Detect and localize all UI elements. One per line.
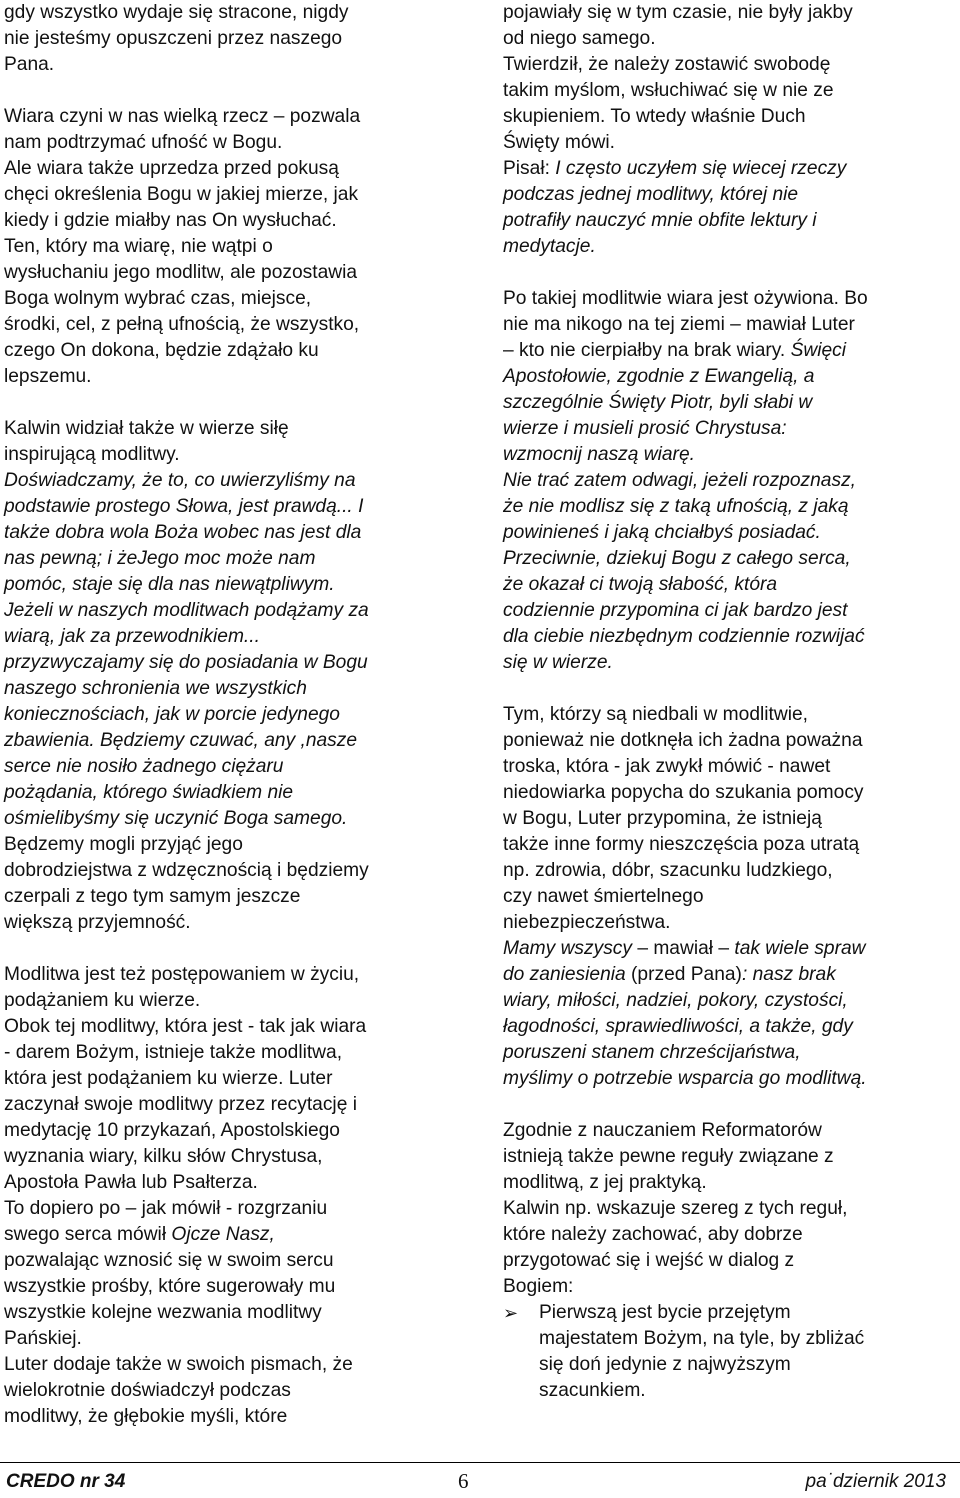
text-line: [4, 260, 464, 286]
text-segment: Luter dodaje także w swoich pismach, że: [4, 1354, 353, 1375]
text-segment: wszystkie kolejne wezwania modlitwy: [4, 1302, 322, 1323]
text-line: [4, 676, 464, 702]
text-segment: wzmocnij naszą wiarę.: [503, 444, 695, 465]
text-line: [4, 26, 464, 52]
footer-page-number: 6: [458, 1469, 469, 1493]
text-segment: Modlitwa jest też postępowaniem w życiu,: [4, 964, 360, 985]
text-segment: inspirującą modlitwy.: [4, 444, 180, 465]
text-segment: także inne formy nieszczęścia poza utratą: [503, 834, 860, 855]
text-segment: : nasz brak: [741, 964, 836, 985]
text-segment: nas pewną; i żeJego moc może nam: [4, 548, 316, 569]
text-segment: Obok tej modlitwy, która jest - tak jak wiara: [4, 1016, 367, 1037]
text-segment: kiedy i gdzie miałby nas On wysłuchać.: [4, 210, 337, 231]
text-segment: Pierwszą jest bycie przejętym: [539, 1302, 791, 1323]
text-line: [4, 1144, 464, 1170]
text-segment: Przeciwnie, dziekuj Bogu z całego serca,: [503, 548, 851, 569]
text-segment: ponieważ nie dotknęła ich żadna poważna: [503, 730, 863, 751]
text-line: [503, 1352, 955, 1378]
text-segment: wielokrotnie doświadczył podczas: [4, 1380, 291, 1401]
text-line: [503, 364, 955, 390]
text-line: [503, 1378, 955, 1404]
text-line: [4, 546, 464, 572]
text-line: [4, 962, 464, 988]
text-line: [4, 312, 464, 338]
text-segment: także dobra wola Boża wobec nas jest dla: [4, 522, 362, 543]
text-segment: Ojcze Nasz,: [171, 1224, 275, 1245]
text-line: [4, 650, 464, 676]
text-line: [4, 702, 464, 728]
text-line: [4, 130, 464, 156]
text-segment: modlitwy, że głębokie myśli, które: [4, 1406, 288, 1427]
text-line: [503, 208, 955, 234]
text-line: [4, 1248, 464, 1274]
text-line: [503, 624, 955, 650]
text-segment: od niego samego.: [503, 28, 656, 49]
text-line: [4, 52, 464, 78]
text-segment: Boga wolnym wybrać czas, miejsce,: [4, 288, 312, 309]
text-line: [503, 1066, 955, 1092]
text-line: [4, 884, 464, 910]
text-line: [4, 442, 464, 468]
text-segment: serce nie nosiło żadnego ciężaru: [4, 756, 284, 777]
text-line: [4, 832, 464, 858]
text-segment: Pisał:: [503, 158, 556, 179]
text-line: [4, 364, 464, 390]
text-line: [4, 1092, 464, 1118]
text-line: [503, 1222, 955, 1248]
arrow-bullet-icon: ➢: [503, 1303, 519, 1323]
text-segment: chęci określenia Bogu w jakiej mierze, jak: [4, 184, 359, 205]
text-line: [503, 1300, 955, 1326]
text-line: [4, 208, 464, 234]
text-line: [4, 156, 464, 182]
footer-date: pa˙dziernik 2013: [805, 1471, 946, 1492]
text-segment: istnieją także pewne reguły związane z: [503, 1146, 834, 1167]
text-line: [503, 416, 955, 442]
text-line: [503, 156, 955, 182]
text-segment: zaczynał swoje modlitwy przez recytację i: [4, 1094, 357, 1115]
text-line: [503, 728, 955, 754]
text-line: [503, 832, 955, 858]
text-segment: (przed Pana): [625, 964, 742, 985]
footer-magazine-issue: CREDO nr 34: [6, 1471, 126, 1492]
paragraph-gap: [503, 1092, 955, 1118]
text-line: [4, 416, 464, 442]
text-line: [503, 312, 955, 338]
text-line: [4, 806, 464, 832]
text-line: [503, 1274, 955, 1300]
text-segment: pożądania, którego świadkiem nie: [4, 782, 294, 803]
text-line: [4, 1404, 464, 1430]
text-segment: takim myślom, wsłuchiwać się w nie ze: [503, 80, 834, 101]
text-segment: medytacje.: [503, 236, 596, 257]
text-segment: Bogiem:: [503, 1276, 574, 1297]
text-line: [4, 1170, 464, 1196]
text-segment: w Bogu, Luter przypomina, że istnieją: [503, 808, 822, 829]
paragraph-gap: [503, 676, 955, 702]
text-segment: nam podtrzymać ufność w Bogu.: [4, 132, 283, 153]
text-line: [4, 182, 464, 208]
text-segment: wiary, miłości, nadziei, pokory, czystości,: [503, 990, 848, 1011]
text-line: [503, 988, 955, 1014]
text-segment: nie ma nikogo na tej ziemi – mawiał Luter: [503, 314, 855, 335]
text-segment: wszystkie prośby, które sugerowały mu: [4, 1276, 336, 1297]
text-line: [4, 1352, 464, 1378]
text-segment: medytację 10 przykazań, Apostolskiego: [4, 1120, 340, 1141]
text-line: [503, 26, 955, 52]
text-segment: – mawiał –: [631, 938, 735, 959]
text-segment: powinieneś i jaką chciałbyś posiadać.: [503, 522, 821, 543]
text-segment: - darem Bożym, istnieje także modlitwa,: [4, 1042, 343, 1063]
text-line: [4, 624, 464, 650]
text-line: [503, 572, 955, 598]
text-line: [4, 780, 464, 806]
paragraph-gap: [4, 390, 464, 416]
text-line: [503, 1014, 955, 1040]
text-line: [4, 910, 464, 936]
text-line: [4, 1222, 464, 1248]
text-line: [4, 988, 464, 1014]
text-segment: Będzemy mogli przyjąć jego: [4, 834, 243, 855]
text-segment: Mamy wszyscy: [503, 938, 632, 959]
text-line: [4, 494, 464, 520]
paragraph-gap: [4, 936, 464, 962]
right-text-column: [503, 0, 955, 1404]
text-segment: że nie modlisz się z taką ufnością, z jaką: [503, 496, 849, 517]
text-segment: codziennie przypomina ci jak bardzo jest: [503, 600, 848, 621]
text-segment: Tym, którzy są niedbali w modlitwie,: [503, 704, 808, 725]
text-line: [4, 104, 464, 130]
paragraph-gap: [503, 260, 955, 286]
text-segment: Ale wiara także uprzedza przed pokusą: [4, 158, 339, 179]
text-line: [503, 962, 955, 988]
text-segment: modlitwą, z jej praktyką.: [503, 1172, 707, 1193]
text-line: [503, 1170, 955, 1196]
text-segment: większą przyjemność.: [4, 912, 191, 933]
text-segment: naszego schronienia we wszystkich: [4, 678, 307, 699]
text-line: [4, 468, 464, 494]
text-segment: wiarą, jak za przewodnikiem...: [4, 626, 260, 647]
text-segment: Zgodnie z nauczaniem Reformatorów: [503, 1120, 822, 1141]
text-line: [503, 130, 955, 156]
text-segment: Pańskiej.: [4, 1328, 82, 1349]
text-segment: Ten, który ma wiarę, nie wątpi o: [4, 236, 273, 257]
text-line: [4, 1300, 464, 1326]
text-segment: Apostołowie, zgodnie z Ewangelią, a: [503, 366, 815, 387]
text-segment: pojawiały się w tym czasie, nie były jakby: [503, 2, 853, 23]
text-segment: swego serca mówił: [4, 1224, 172, 1245]
text-line: [503, 858, 955, 884]
text-segment: Święci: [790, 340, 847, 361]
text-segment: łagodności, sprawiedliwości, a także, gdy: [503, 1016, 853, 1037]
text-line: [4, 1014, 464, 1040]
text-line: [503, 1326, 955, 1352]
text-line: [503, 0, 955, 26]
text-line: [4, 286, 464, 312]
text-line: [4, 1118, 464, 1144]
text-segment: które należy zachować, aby dobrze: [503, 1224, 803, 1245]
text-line: [4, 234, 464, 260]
paragraph-gap: [4, 78, 464, 104]
text-segment: Nie trać zatem odwagi, jeżeli rozpoznasz,: [503, 470, 856, 491]
text-segment: pozwalając wznosić się w swoim sercu: [4, 1250, 334, 1271]
text-segment: się doń jedynie z najwyższym: [539, 1354, 791, 1375]
text-segment: poruszeni stanem chrześcijaństwa,: [503, 1042, 801, 1063]
text-segment: troska, która - jak zwykł mówić - nawet: [503, 756, 831, 777]
text-line: [4, 598, 464, 624]
text-line: [503, 754, 955, 780]
text-segment: Kalwin widział także w wierze siłę: [4, 418, 289, 439]
text-line: [503, 1196, 955, 1222]
text-line: [503, 52, 955, 78]
text-segment: – kto nie cierpiałby na brak wiary.: [503, 340, 791, 361]
text-line: [4, 1040, 464, 1066]
text-segment: środki, cel, z pełną ufnością, że wszystko,: [4, 314, 360, 335]
text-segment: gdy wszystko wydaje się stracone, nigdy: [4, 2, 349, 23]
text-line: [503, 1248, 955, 1274]
text-segment: czerpali z tego tym samym jeszcze: [4, 886, 301, 907]
text-line: [503, 104, 955, 130]
text-line: [503, 780, 955, 806]
text-segment: czy nawet śmiertelnego: [503, 886, 704, 907]
text-line: [503, 468, 955, 494]
text-segment: Wiara czyni w nas wielką rzecz – pozwala: [4, 106, 361, 127]
text-line: [503, 182, 955, 208]
text-line: [503, 1118, 955, 1144]
text-line: [503, 520, 955, 546]
text-line: [4, 1196, 464, 1222]
text-line: [4, 858, 464, 884]
text-segment: tak wiele spraw: [734, 938, 866, 959]
text-segment: Kalwin np. wskazuje szereg z tych reguł,: [503, 1198, 848, 1219]
left-text-column: [4, 0, 464, 1430]
text-segment: wysłuchaniu jego modlitw, ale pozostawia: [4, 262, 358, 283]
text-segment: zbawienia.: [4, 730, 95, 751]
text-segment: To dopiero po – jak mówił - rozgrzaniu: [4, 1198, 328, 1219]
text-segment: dla ciebie niezbędnym codziennie rozwijać: [503, 626, 865, 647]
text-line: [4, 1378, 464, 1404]
text-segment: szacunkiem.: [539, 1380, 646, 1401]
text-segment: Pana.: [4, 54, 55, 75]
text-segment: lepszemu.: [4, 366, 92, 387]
text-segment: I często uczyłem się wiecej rzeczy: [555, 158, 847, 179]
text-line: [4, 572, 464, 598]
text-segment: że okazał ci twoją słabość, która: [503, 574, 778, 595]
text-segment: wierze i musieli prosić Chrystusa:: [503, 418, 787, 439]
text-line: [503, 702, 955, 728]
text-segment: się w wierze.: [503, 652, 613, 673]
text-line: [4, 754, 464, 780]
text-segment: podążaniem ku wierze.: [4, 990, 201, 1011]
text-segment: niedowiarka popycha do szukania pomocy: [503, 782, 864, 803]
text-line: [503, 286, 955, 312]
text-line: [503, 936, 955, 962]
text-line: [503, 884, 955, 910]
text-segment: potrafiły nauczyć mnie obfite lektury i: [503, 210, 817, 231]
text-line: [4, 728, 464, 754]
text-segment: dobrodziejstwa z wdzęcznością i będziemy: [4, 860, 369, 881]
text-segment: Doświadczamy, że to, co uwierzyliśmy na: [4, 470, 356, 491]
text-line: [4, 1274, 464, 1300]
text-line: [4, 338, 464, 364]
page-footer: [0, 1462, 960, 1498]
text-line: [503, 390, 955, 416]
text-segment: która jest podążaniem ku wierze. Luter: [4, 1068, 333, 1089]
text-line: [503, 1040, 955, 1066]
text-segment: koniecznościach, jak w porcie jedynego: [4, 704, 340, 725]
text-segment: majestatem Bożym, na tyle, by zbliżać: [539, 1328, 865, 1349]
text-segment: myślimy o potrzebie wsparcia go modlitwą.: [503, 1068, 867, 1089]
text-segment: ośmielibyśmy się uczynić Boga samego.: [4, 808, 348, 829]
text-segment: niebezpieczeństwa.: [503, 912, 671, 933]
text-line: [503, 650, 955, 676]
text-segment: Twierdził, że należy zostawić swobodę: [503, 54, 831, 75]
text-segment: przyzwyczajamy się do posiadania w Bogu: [4, 652, 368, 673]
text-line: [503, 494, 955, 520]
text-line: [503, 234, 955, 260]
text-segment: Święty mówi.: [503, 132, 615, 153]
text-segment: do zaniesienia: [503, 964, 626, 985]
text-line: [503, 78, 955, 104]
text-line: [503, 806, 955, 832]
text-segment: nie jesteśmy opuszczeni przez naszego: [4, 28, 343, 49]
text-line: [503, 546, 955, 572]
text-segment: Po takiej modlitwie wiara jest ożywiona. Bo: [503, 288, 868, 309]
text-segment: podczas jednej modlitwy, której nie: [503, 184, 799, 205]
text-segment: szczególnie Święty Piotr, byli słabi w: [503, 392, 813, 413]
text-segment: Będziemy czuwać, any ,nasze: [94, 730, 358, 751]
text-segment: wyznania wiary, kilku słów Chrystusa,: [4, 1146, 323, 1167]
text-line: [4, 1066, 464, 1092]
text-segment: czego On dokona, będzie zdążało ku: [4, 340, 319, 361]
text-line: [4, 520, 464, 546]
text-segment: podstawie prostego Słowa, jest prawdą... I: [4, 496, 364, 517]
text-line: [503, 910, 955, 936]
text-segment: pomóc, staje się dla nas niewątpliwym.: [4, 574, 335, 595]
text-segment: skupieniem. To wtedy właśnie Duch: [503, 106, 806, 127]
text-segment: Jeżeli w naszych modlitwach podążamy za: [4, 600, 369, 621]
text-line: [503, 598, 955, 624]
text-line: [503, 1144, 955, 1170]
text-line: [503, 338, 955, 364]
text-segment: Apostoła Pawła lub Psałterza.: [4, 1172, 258, 1193]
text-segment: przygotować się i wejść w dialog z: [503, 1250, 795, 1271]
text-segment: np. zdrowia, dóbr, szacunku ludzkiego,: [503, 860, 833, 881]
text-line: [4, 0, 464, 26]
text-line: [503, 442, 955, 468]
text-line: [4, 1326, 464, 1352]
